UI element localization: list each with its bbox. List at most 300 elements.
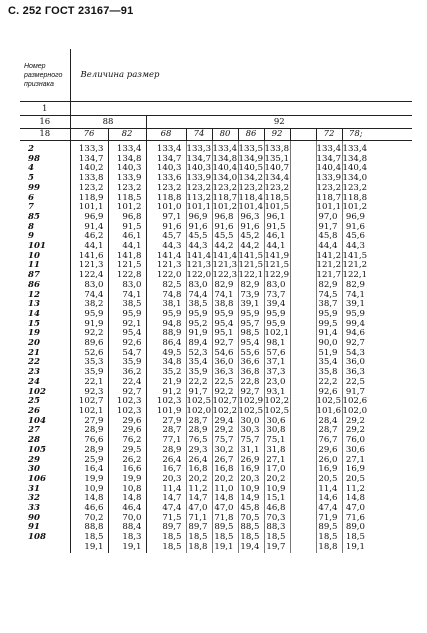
value-cell: 102,3: [146, 397, 186, 407]
value-cell: 35,9: [70, 368, 108, 378]
value-cell: 134,8: [342, 154, 368, 164]
empty-cell: [290, 194, 316, 204]
value-cell: 88,4: [108, 523, 146, 533]
table-row: [20, 271, 412, 281]
value-cell: 28,4: [316, 417, 342, 427]
value-cell: 47,0: [212, 504, 238, 514]
value-cell: 28,9: [70, 446, 108, 456]
value-cell: 54,7: [108, 349, 146, 359]
value-cell: 10,8: [108, 485, 146, 495]
empty-cell: [290, 436, 316, 446]
value-cell: 31,1: [238, 446, 264, 456]
feature-code: 29: [28, 455, 40, 465]
value-cell: 91,4: [316, 329, 342, 339]
value-cell: 141,5: [238, 251, 264, 261]
feature-code: 22: [28, 358, 40, 368]
empty-cell: [290, 446, 316, 456]
value-cell: 36,0: [342, 358, 369, 368]
value-cell: 19,1: [212, 543, 238, 553]
value-cell: 45,8: [238, 504, 264, 514]
value-cell: 26,4: [186, 456, 212, 466]
value-cell: 21,9: [146, 378, 186, 388]
value-cell: 121,3: [212, 261, 238, 271]
value-cell: 46,4: [108, 504, 146, 514]
empty-cell: [369, 446, 412, 456]
value-cell: 133,4: [108, 141, 146, 155]
value-cell: 52,6: [70, 349, 108, 359]
value-cell: 98,5: [238, 329, 264, 339]
value-cell: 39,1: [238, 300, 264, 310]
value-cell: 51,9: [316, 349, 342, 359]
empty-cell: [290, 397, 316, 407]
value-cell: 70,5: [238, 514, 264, 524]
value-cell: 82,9: [238, 281, 264, 291]
value-cell: 123,2: [186, 183, 212, 193]
value-cell: 95,4: [238, 339, 264, 349]
value-cell: 76,0: [342, 436, 369, 446]
value-cell: 141,8: [108, 252, 146, 262]
table-row: [20, 320, 412, 330]
table-row: [20, 465, 412, 475]
value-cell: 91,7: [342, 388, 369, 398]
value-cell: 121,3: [146, 261, 186, 271]
value-cell: 90,0: [316, 339, 342, 349]
value-cell: 134,4: [264, 174, 290, 184]
feature-code: 4: [28, 164, 34, 174]
value-cell: 45,5: [212, 232, 238, 242]
value-cell: 10,9: [70, 485, 108, 495]
empty-cell: [290, 242, 316, 252]
value-cell: 118,7: [316, 193, 342, 203]
feature-code: 90: [28, 513, 40, 523]
value-cell: 74,8: [146, 291, 186, 301]
value-cell: 54,3: [342, 349, 369, 359]
value-cell: 18,5: [212, 533, 238, 543]
empty-cell: [290, 310, 316, 320]
value-cell: 30,6: [264, 417, 290, 427]
empty-cell: [369, 388, 412, 398]
value-cell: 20,5: [342, 475, 369, 485]
empty-cell: [369, 261, 412, 271]
feature-code: 8: [28, 222, 34, 232]
value-cell: 97,1: [146, 213, 186, 223]
value-cell: 140,4: [212, 164, 238, 174]
empty-cell: [369, 456, 412, 466]
value-cell: 141,5: [342, 251, 368, 261]
empty-cell: [290, 465, 316, 475]
feature-code: 10: [28, 251, 40, 261]
value-cell: 91,6: [186, 223, 212, 233]
value-cell: 122,1: [238, 271, 264, 281]
value-cell: 140,4: [316, 164, 342, 174]
empty-cell: [369, 436, 412, 446]
value-cell: 74,1: [342, 291, 369, 301]
table-row: [20, 281, 412, 291]
table-row: [20, 456, 412, 466]
value-cell: 18,5: [146, 533, 186, 543]
value-cell: 141,2: [316, 251, 342, 261]
value-cell: 22,5: [342, 378, 369, 388]
value-cell: 101,1: [316, 203, 342, 213]
empty-cell: [369, 426, 412, 436]
value-cell: 102,6: [342, 397, 368, 407]
size-col-header: 68: [146, 128, 186, 141]
value-cell: 133,5: [238, 141, 264, 155]
value-cell: 27,9: [70, 417, 108, 427]
value-cell: 123,2: [212, 183, 238, 193]
value-cell: 18,8: [316, 543, 342, 553]
value-cell: 16,8: [186, 465, 212, 475]
value-cell: 140,3: [146, 164, 186, 174]
feature-code: 86: [28, 280, 40, 290]
value-cell: 44,2: [238, 242, 264, 252]
table-row: [20, 300, 412, 310]
code-header: 18: [20, 128, 70, 141]
value-cell: 22,8: [238, 378, 264, 388]
empty-cell: [369, 504, 412, 514]
value-cell: 47,4: [146, 504, 186, 514]
value-cell: 14,8: [70, 494, 108, 504]
size-col-header-blank: [369, 128, 412, 141]
value-cell: 25,9: [70, 456, 108, 466]
value-cell: 28,9: [146, 446, 186, 456]
value-cell: 122,8: [108, 271, 146, 281]
value-cell: 44,2: [212, 242, 238, 252]
value-cell: 47,0: [186, 504, 212, 514]
size-col-header: 92: [264, 128, 290, 141]
value-cell: 122,0: [146, 271, 186, 281]
empty-cell: [290, 291, 316, 301]
value-cell: 96,8: [108, 213, 146, 223]
value-cell: 44,3: [146, 242, 186, 252]
empty-cell: [369, 300, 412, 310]
value-cell: 45,8: [316, 232, 342, 242]
value-cell: 123,2: [108, 184, 146, 194]
table-row: [20, 164, 412, 174]
feature-code: 20: [28, 339, 40, 349]
value-cell: 91,9: [70, 320, 108, 330]
value-cell: 36,2: [108, 368, 146, 378]
value-cell: 38,1: [146, 300, 186, 310]
value-cell: 95,9: [316, 310, 342, 320]
value-cell: 22,5: [212, 378, 238, 388]
value-cell: 75,7: [238, 436, 264, 446]
value-cell: 95,9: [238, 310, 264, 320]
group-row-label: 16: [20, 116, 70, 129]
value-cell: 28,9: [186, 426, 212, 436]
empty-cell: [369, 533, 412, 543]
value-cell: 91,6: [342, 223, 369, 233]
value-cell: 22,4: [108, 378, 146, 388]
value-cell: 11,2: [342, 485, 369, 495]
value-cell: 91,6: [146, 223, 186, 233]
value-cell: 88,5: [238, 523, 264, 533]
value-cell: 70,3: [264, 514, 290, 524]
value-cell: 75,7: [212, 436, 238, 446]
value-cell: 102,5: [316, 397, 342, 407]
value-cell: 29,2: [342, 426, 369, 436]
value-cell: 16,8: [212, 465, 238, 475]
value-cell: 18,3: [108, 533, 146, 543]
value-cell: 44,1: [70, 242, 108, 252]
table-row: [20, 141, 412, 155]
value-cell: 95,9: [342, 310, 369, 320]
value-cell: 134,7: [316, 154, 342, 164]
value-cell: 27,1: [342, 456, 369, 466]
value-cell: 27,9: [146, 417, 186, 427]
table-row: [20, 349, 412, 359]
value-cell: 133,4: [212, 141, 238, 155]
empty-cell: [369, 271, 412, 281]
value-cell: 140,3: [186, 164, 212, 174]
col-index-cell: 1: [20, 102, 70, 116]
feature-code: 24: [28, 377, 40, 387]
empty-cell: [290, 456, 316, 466]
empty-cell: [369, 349, 412, 359]
value-cell: 89,5: [212, 523, 238, 533]
value-cell: 14,8: [108, 494, 146, 504]
table-row: [20, 426, 412, 436]
value-cell: 91,7: [316, 223, 342, 233]
empty-cell: [290, 388, 316, 398]
empty-cell: [369, 223, 412, 233]
value-cell: 45,2: [238, 232, 264, 242]
value-cell: 19,4: [238, 543, 264, 553]
feature-code: 87: [28, 271, 40, 281]
empty-cell: [369, 194, 412, 204]
empty-cell: [290, 523, 316, 533]
value-cell: 18,5: [316, 533, 342, 543]
value-cell: 35,3: [70, 358, 108, 368]
value-cell: 134,7: [146, 155, 186, 165]
value-cell: 122,4: [70, 271, 108, 281]
value-cell: 134,8: [212, 154, 238, 164]
value-cell: 39,4: [264, 300, 290, 310]
value-cell: 141,4: [146, 252, 186, 262]
table-row: [20, 417, 412, 427]
value-cell: 37,3: [264, 368, 290, 378]
value-cell: 122,9: [264, 271, 290, 281]
table-row: [20, 475, 412, 485]
table-row: [20, 494, 412, 504]
empty-cell: [290, 320, 316, 330]
feature-code: 2: [28, 144, 34, 154]
value-cell: 70,2: [70, 514, 108, 524]
value-cell: 96,8: [212, 213, 238, 223]
value-cell: 95,9: [70, 310, 108, 320]
feature-code: 31: [28, 484, 40, 494]
size-col-header: 78;: [342, 128, 369, 141]
value-cell: 118,5: [264, 193, 290, 203]
value-cell: 30,6: [342, 446, 369, 456]
value-cell: 71,8: [212, 514, 238, 524]
value-cell: 73,7: [264, 291, 290, 301]
empty-cell: [369, 184, 412, 194]
value-cell: 16,4: [70, 465, 108, 475]
feature-code: 28: [28, 436, 40, 446]
table-row: [20, 242, 412, 252]
value-cell: 102,7: [212, 397, 238, 407]
feature-code: 15: [28, 319, 40, 329]
value-cell: 26,7: [212, 456, 238, 466]
value-cell: 95,4: [108, 329, 146, 339]
value-cell: 44,3: [342, 242, 369, 252]
value-cell: 96,1: [264, 213, 290, 223]
value-cell: 122,1: [342, 271, 368, 281]
value-cell: 133,4: [316, 141, 342, 155]
feature-code: 105: [28, 445, 46, 455]
value-cell: 141,4: [212, 251, 238, 261]
value-cell: 92,6: [316, 388, 342, 398]
feature-code: 5: [28, 174, 34, 184]
empty-cell: [290, 426, 316, 436]
value-cell: 141,6: [70, 252, 108, 262]
value-cell: 20,3: [146, 475, 186, 485]
value-cell: 95,2: [186, 320, 212, 330]
value-cell: 19,9: [108, 475, 146, 485]
value-cell: 15,1: [264, 494, 290, 504]
value-cell: 102,0: [186, 406, 212, 416]
value-cell: 77,1: [146, 436, 186, 446]
value-cell: 101,0: [146, 203, 186, 213]
value-cell: 20,2: [212, 475, 238, 485]
value-cell: 95,9: [186, 310, 212, 320]
table-row: [20, 174, 412, 184]
empty-cell: [290, 261, 316, 271]
group-92: 92: [146, 116, 412, 129]
value-cell: 86,4: [146, 339, 186, 349]
table-row: [20, 485, 412, 495]
value-cell: 82,9: [212, 281, 238, 291]
empty-cell: [369, 232, 412, 242]
empty-cell: [290, 174, 316, 184]
value-cell: 46,2: [70, 232, 108, 242]
empty-cell: [290, 349, 316, 359]
row-label-header: Номер размерного признака: [20, 49, 70, 102]
value-cell: 14,8: [342, 494, 369, 504]
value-cell: 133,4: [342, 141, 369, 155]
value-cell: 118,8: [146, 194, 186, 204]
table-row: [20, 533, 412, 543]
feature-code: 106: [28, 474, 46, 484]
empty-cell: [290, 407, 316, 417]
empty-cell: [290, 184, 316, 194]
table-row: [20, 213, 412, 223]
feature-code: 25: [28, 397, 40, 407]
value-cell: 95,9: [146, 310, 186, 320]
value-cell: 22,2: [186, 378, 212, 388]
value-cell: 91,6: [238, 223, 264, 233]
table-row: [20, 388, 412, 398]
value-cell: 102,5: [264, 406, 290, 416]
value-cell: 74,5: [316, 291, 342, 301]
value-cell: 102,5: [238, 406, 264, 416]
value-cell: 36,0: [212, 358, 238, 368]
value-cell: 118,5: [108, 194, 146, 204]
size-col-header: 72: [316, 128, 342, 141]
value-cell: 91,5: [108, 223, 146, 233]
value-cell: 39,1: [342, 300, 369, 310]
value-cell: 30,2: [212, 446, 238, 456]
feature-code: 91: [28, 523, 40, 533]
value-cell: 92,3: [70, 388, 108, 398]
table-row: [20, 339, 412, 349]
value-cell: 92,7: [108, 388, 146, 398]
size-col-header: 86: [238, 128, 264, 141]
value-cell: 101,2: [108, 203, 146, 213]
value-cell: 101,9: [146, 407, 186, 417]
value-cell: 18,5: [342, 533, 369, 543]
empty-cell: [369, 320, 412, 330]
empty-cell: [290, 155, 316, 165]
value-cell: 134,0: [342, 174, 368, 184]
value-cell: 91,9: [186, 329, 212, 339]
value-cell: 14,8: [212, 494, 238, 504]
value-cell: 92,2: [212, 388, 238, 398]
empty-cell: [369, 475, 412, 485]
empty-cell: [369, 543, 412, 553]
value-cell: 38,2: [70, 300, 108, 310]
value-cell: 47,0: [342, 504, 369, 514]
value-cell: 26,2: [108, 456, 146, 466]
value-cell: 19,1: [108, 543, 146, 553]
value-cell: 121,3: [186, 261, 212, 271]
value-cell: 29,4: [212, 417, 238, 427]
value-cell: 19,1: [70, 543, 108, 553]
value-cell: 47,4: [316, 504, 342, 514]
value-cell: 28,7: [146, 426, 186, 436]
value-cell: 101,1: [186, 203, 212, 213]
value-cell: 95,9: [264, 320, 290, 330]
empty-cell: [290, 378, 316, 388]
value-cell: 26,0: [316, 456, 342, 466]
empty-cell: [290, 271, 316, 281]
empty-cell: [369, 174, 412, 184]
feature-code: 99: [28, 183, 40, 193]
value-cell: 95,9: [108, 310, 146, 320]
value-cell: 29,2: [342, 417, 369, 427]
value-cell: 71,5: [146, 514, 186, 524]
value-cell: 35,4: [186, 358, 212, 368]
value-cell: 29,6: [108, 417, 146, 427]
value-cell: 118,7: [212, 193, 238, 203]
value-cell: 101,4: [238, 203, 264, 213]
value-cell: 102,3: [108, 397, 146, 407]
feature-code: 11: [28, 261, 40, 271]
empty-cell: [290, 543, 316, 553]
table-row: [20, 261, 412, 271]
value-cell: 11,2: [186, 485, 212, 495]
feature-code: 7: [28, 203, 34, 213]
feature-code: 101: [28, 242, 46, 252]
value-cell: 118,9: [70, 194, 108, 204]
value-cell: 96,9: [70, 213, 108, 223]
value-cell: 82,9: [316, 281, 342, 291]
value-cell: 14,9: [238, 494, 264, 504]
empty-cell: [369, 494, 412, 504]
feature-code: 85: [28, 212, 40, 222]
value-cell: 18,5: [186, 533, 212, 543]
value-cell: 30,3: [238, 426, 264, 436]
group-88: 88: [70, 116, 146, 129]
value-cell: 133,9: [186, 174, 212, 184]
value-cell: 140,4: [342, 164, 368, 174]
value-cell: 95,4: [212, 320, 238, 330]
table-row: [20, 446, 412, 456]
value-cell: 122,0: [186, 271, 212, 281]
value-cell: 44,3: [186, 242, 212, 252]
value-cell: 122,3: [212, 271, 238, 281]
